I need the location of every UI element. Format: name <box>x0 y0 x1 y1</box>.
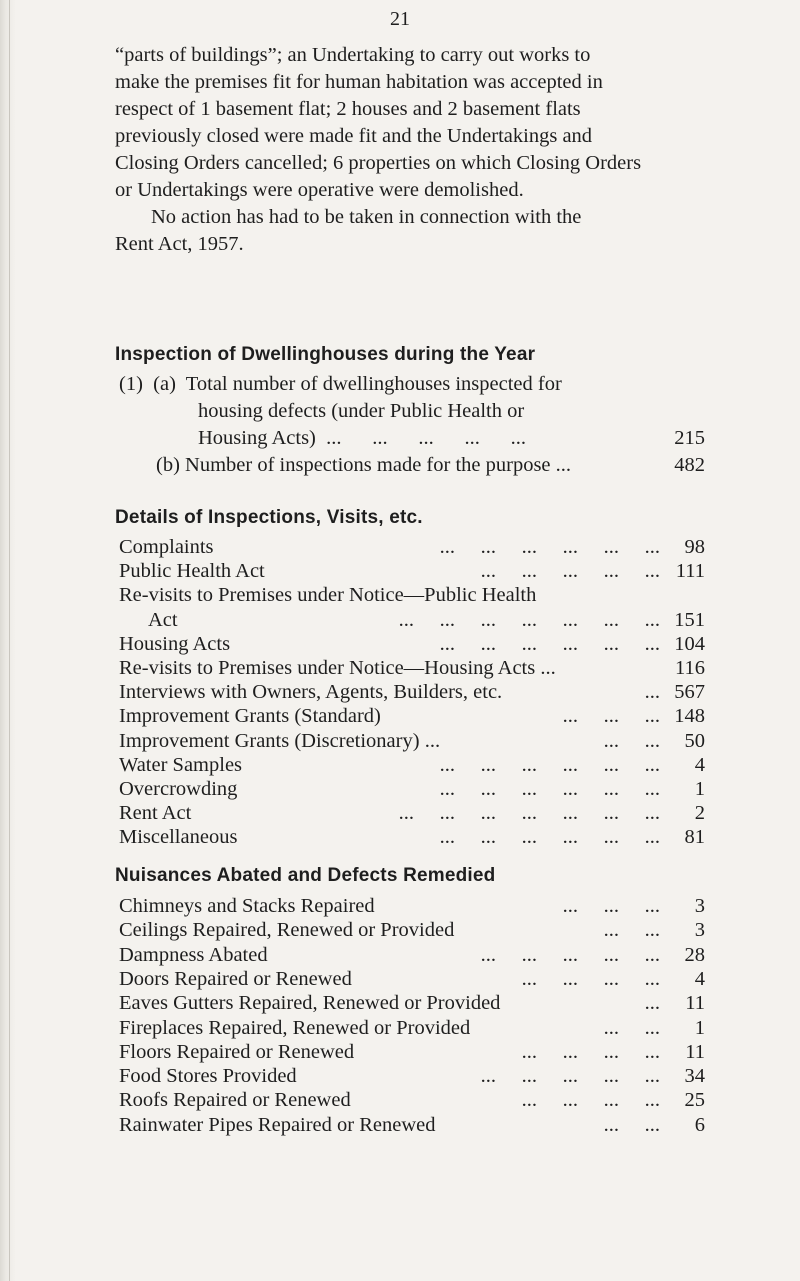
list-item-label: Interviews with Owners, Agents, Builders, etc. <box>119 681 503 704</box>
list-item-value: 11 <box>685 1040 705 1063</box>
list-item-value: 25 <box>684 1089 705 1112</box>
leader-dots: ... ... ... ... ... ... <box>439 826 660 849</box>
list-item-value: 567 <box>674 681 705 704</box>
list-item-value: 28 <box>684 943 705 966</box>
list-item-label: Doors Repaired or Renewed <box>119 967 352 990</box>
leader-dots: ... ... <box>603 1016 660 1039</box>
scan-binding-edge <box>0 0 16 1281</box>
list-item-value: 4 <box>694 967 705 990</box>
list-item-label: Complaints <box>119 536 214 558</box>
intro-line: or Undertakings were operative were demolished. <box>115 179 524 201</box>
leader-dots: ... ... ... ... ... <box>480 943 660 966</box>
list-item-label: Floors Repaired or Renewed <box>119 1040 355 1063</box>
list-item-label: Ceilings Repaired, Renewed or Provided <box>119 919 455 942</box>
leader-dots: ... ... ... ... ... ... ... <box>398 608 660 631</box>
list-item-value: 148 <box>674 705 705 728</box>
intro-line: Closing Orders cancelled; 6 properties on which Closing Orders <box>115 152 642 174</box>
list-item-label: Overcrowding <box>119 778 238 800</box>
intro-paragraph <box>115 42 705 258</box>
list-item-value: 81 <box>684 826 705 849</box>
list-item-label: Act <box>148 608 178 631</box>
inspection-a-line: (1) (a) Total number of dwellinghouses inspected for <box>119 373 562 395</box>
list-item-label: Miscellaneous <box>119 826 238 849</box>
list-item-label: Food Stores Provided <box>119 1065 297 1088</box>
list-item-value: 104 <box>674 632 705 655</box>
list-item-label: Re-visits to Premises under Notice—Housing Acts ... <box>119 657 556 679</box>
rent-line: No action has had to be taken in connection with the <box>151 206 582 228</box>
list-item-label: Rent Act <box>119 802 192 825</box>
list-item-label: Dampness Abated <box>119 943 268 966</box>
inspection-heading: Inspection of Dwellinghouses during the Year <box>115 344 536 365</box>
leader-dots: ... ... <box>603 729 660 752</box>
list-item-label: Improvement Grants (Standard) <box>119 705 381 728</box>
list-item-value: 4 <box>694 753 705 776</box>
intro-line: previously closed were made fit and the Undertakings and <box>115 125 593 147</box>
list-item-value: 3 <box>694 919 705 942</box>
list-item-label: Water Samples <box>119 753 243 776</box>
rent-line: Rent Act, 1957. <box>115 233 244 255</box>
list-item-label: Roofs Repaired or Renewed <box>119 1089 351 1112</box>
intro-line: respect of 1 basement flat; 2 houses and 2 basement flats <box>115 98 581 120</box>
leader-dots: ... ... ... ... ... ... <box>439 632 660 655</box>
list-item-label: Eaves Gutters Repaired, Renewed or Provided <box>119 992 501 1015</box>
leader-dots: ... ... <box>603 1113 660 1136</box>
list-item-value: 2 <box>694 802 705 825</box>
leader-dots: ... ... ... ... ... <box>480 1065 660 1088</box>
list-item-value: 1 <box>694 778 705 800</box>
inspection-a-value: 215 <box>674 427 705 449</box>
list-item-label: Fireplaces Repaired, Renewed or Provided <box>119 1016 471 1039</box>
leader-dots: ... ... <box>603 919 660 942</box>
list-item-label: Re-visits to Premises under Notice—Public Health <box>119 584 537 607</box>
leader-dots: ... ... ... ... ... <box>480 560 660 583</box>
leader-dots: ... ... ... ... ... ... <box>439 753 660 776</box>
leader-dots: ... ... ... ... ... ... ... <box>398 802 660 825</box>
leader-dots: ... <box>644 681 660 704</box>
leader-dots: ... ... ... <box>562 895 660 917</box>
list-item-value: 3 <box>694 895 705 917</box>
leader-dots: ... ... ... ... <box>521 967 660 990</box>
list-item-value: 111 <box>675 560 705 583</box>
inspection-b-line: (b) Number of inspections made for the purpose ... <box>156 454 572 476</box>
nuisances-heading: Nuisances Abated and Defects Remedied <box>115 865 496 886</box>
list-item-label: Rainwater Pipes Repaired or Renewed <box>119 1113 436 1136</box>
leader-dots: ... ... ... ... ... ... <box>439 778 660 800</box>
list-item-label: Public Health Act <box>119 560 265 583</box>
list-item-value: 50 <box>684 729 705 752</box>
list-item-value: 116 <box>675 657 705 679</box>
list-item-value: 6 <box>694 1113 705 1136</box>
list-item-label: Improvement Grants (Discretionary) ... <box>119 729 441 752</box>
list-item-label: Chimneys and Stacks Repaired <box>119 895 375 917</box>
list-item-value: 151 <box>674 608 705 631</box>
intro-line: “parts of buildings”; an Undertaking to carry out works to <box>115 44 591 66</box>
details-heading: Details of Inspections, Visits, etc. <box>115 507 423 528</box>
list-item-value: 98 <box>684 536 705 558</box>
intro-line: make the premises fit for human habitation was accepted in <box>115 71 603 93</box>
leader-dots: ... ... ... ... <box>521 1089 660 1112</box>
list-item-value: 11 <box>685 992 705 1015</box>
list-item-value: 1 <box>694 1016 705 1039</box>
inspection-b-value: 482 <box>674 454 705 476</box>
page-number: 21 <box>390 8 410 30</box>
inspection-a-line: Housing Acts) ... ... ... ... ... <box>198 427 526 449</box>
inspection-a-line: housing defects (under Public Health or <box>198 400 525 422</box>
leader-dots: ... ... ... <box>562 705 660 728</box>
leader-dots: ... <box>644 992 660 1015</box>
leader-dots: ... ... ... ... <box>521 1040 660 1063</box>
leader-dots: ... ... ... ... ... ... <box>439 536 660 558</box>
list-item-label: Housing Acts <box>119 632 231 655</box>
list-item-value: 34 <box>684 1065 705 1088</box>
